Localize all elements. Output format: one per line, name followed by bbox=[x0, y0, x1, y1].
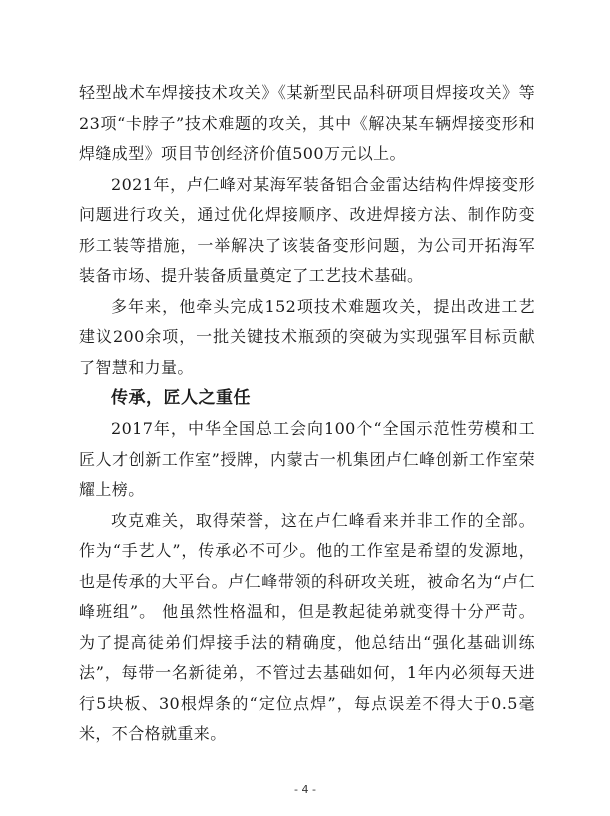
page-number: - 4 - bbox=[294, 783, 316, 796]
paragraph-tackle: 攻克难关，取得荣誉，这在卢仁峰看来并非工作的全部。作为“手艺人”，传承必不可少。他的工作室是希望的发源地，也是传承的大平台。卢仁峰带领的科研攻关班，被命名为“卢仁峰班组”。 他虽然性格温和，但是教起徒弟就变得十分严苛。为了提高徒弟们焊接手法的精确度，他总结出“强化基础训练法”，每带一名新徒弟，不管过去基础如何，1年内必须每天进行5块板、30根焊条的“定位点焊”，每点误差不得大于0.5毫米，不合格就重来。 bbox=[79, 510, 535, 743]
paragraph-continued: 轻型战术车焊接技术攻关》《某新型民品科研项目焊接攻关》等23项“卡脖子”技术难题的攻关，其中《解决某车辆焊接变形和焊缝成型》项目节创经济价值500万元以上。 bbox=[79, 83, 535, 163]
section-heading: 传承，匠人之重任 bbox=[111, 388, 251, 408]
paragraph-years: 多年来，他牵头完成152项技术难题攻关，提出改进工艺建议200余项，一批关键技术瓶颈的突破为实现强军目标贡献了智慧和力量。 bbox=[79, 296, 535, 377]
document-body bbox=[79, 78, 535, 750]
paragraph-2017: 2017年，中华全国总工会向100个“全国示范性劳模和工匠人才创新工作室”授牌，内蒙古一机集团卢仁峰创新工作室荣耀上榜。 bbox=[79, 419, 535, 499]
paragraph-2021: 2021年，卢仁峰对某海军装备铝合金雷达结构件焊接变形问题进行攻关，通过优化焊接顺序、改进焊接方法、制作防变形工装等措施，一举解决了该装备变形问题，为公司开拓海军装备市场、提升装备质量奠定了工艺技术基础。 bbox=[79, 174, 535, 285]
